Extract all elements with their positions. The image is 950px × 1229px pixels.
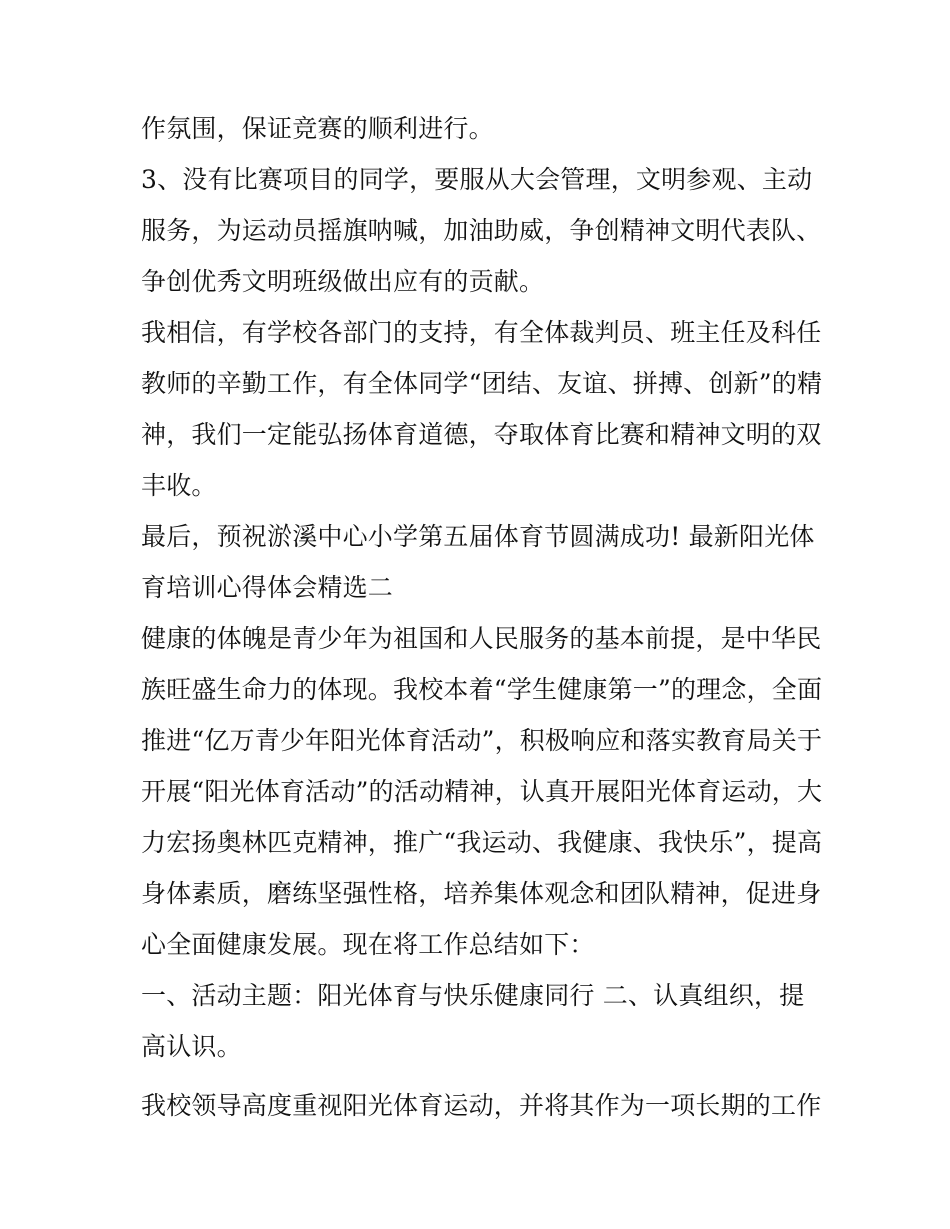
text-line: 健康的体魄是青少年为祖国和人民服务的基本前提，是中华民 <box>141 624 822 653</box>
text-line: 丰收。 <box>141 471 217 500</box>
text-line: 力宏扬奥林匹克精神，推广“我运动、我健康、我快乐”，提高 <box>141 828 823 857</box>
text-line: 身体素质，磨练坚强性格，培养集体观念和团队精神，促进身 <box>141 879 822 908</box>
text-line: 教师的辛勤工作，有全体同学“团结、友谊、拼搏、创新”的精 <box>141 369 823 398</box>
text-line: 高认识。 <box>141 1032 242 1061</box>
text-line: 争创优秀文明班级做出应有的贡献。 <box>141 267 545 296</box>
text-line: 族旺盛生命力的体现。我校本着“学生健康第一”的理念，全面 <box>141 675 823 704</box>
text-line: 作氛围，保证竞赛的顺利进行。 <box>141 114 494 143</box>
text-line: 我相信，有学校各部门的支持，有全体裁判员、班主任及科任 <box>141 318 822 347</box>
text-line: 服务，为运动员摇旗呐喊，加油助威，争创精神文明代表队、 <box>141 216 822 245</box>
text-line: 3、没有比赛项目的同学，要服从大会管理，文明参观、主动 <box>141 165 813 194</box>
text-line: 育培训心得体会精选二 <box>141 573 394 602</box>
text-line: 开展“阳光体育活动”的活动精神，认真开展阳光体育运动，大 <box>141 777 823 806</box>
text-line: 一、活动主题：阳光体育与快乐健康同行 二、认真组织，提 <box>141 981 805 1010</box>
text-line: 推进“亿万青少年阳光体育活动”，积极响应和落实教育局关于 <box>141 726 823 755</box>
text-line: 最后，预祝淤溪中心小学第五届体育节圆满成功! 最新阳光体 <box>141 522 815 551</box>
text-line: 心全面健康发展。现在将工作总结如下： <box>141 930 595 959</box>
text-line: 我校领导高度重视阳光体育运动，并将其作为一项长期的工作 <box>141 1091 822 1120</box>
text-line: 神，我们一定能弘扬体育道德，夺取体育比赛和精神文明的双 <box>141 420 822 449</box>
